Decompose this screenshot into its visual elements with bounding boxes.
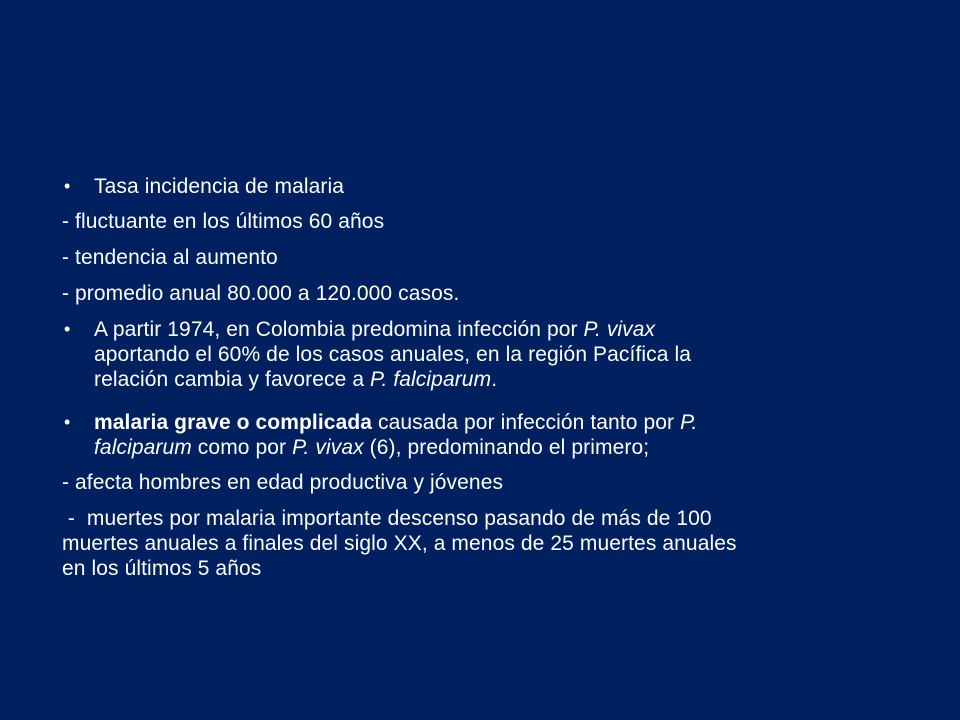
species-falciparum: P. falciparum bbox=[370, 368, 492, 391]
bullet-item-incidence: Tasa incidencia de malaria bbox=[94, 175, 345, 198]
severe-malaria-term: malaria grave o complicada bbox=[94, 411, 373, 434]
dash-item-average: - promedio anual 80.000 a 120.000 casos. bbox=[62, 282, 460, 305]
bullet-icon: • bbox=[64, 176, 71, 196]
bullet-item-colombia-line-1: A partir 1974, en Colombia predomina infección por P. vivax bbox=[94, 318, 656, 341]
dash-item-deaths-line-2: muertes anuales a finales del siglo XX, a menos de 25 muertes anuales bbox=[62, 532, 737, 555]
dash-item-fluctuating: - fluctuante en los últimos 60 años bbox=[62, 210, 385, 233]
dash-item-trend: - tendencia al aumento bbox=[62, 246, 278, 269]
dash-item-deaths bbox=[62, 506, 902, 581]
bullet-icon: • bbox=[64, 412, 71, 432]
dash-item-deaths-line-3: en los últimos 5 años bbox=[62, 557, 262, 580]
bullet-item-severe-line-1: malaria grave o complicada causada por infección tanto por P. bbox=[94, 411, 698, 434]
bullet-item-severe-malaria bbox=[94, 410, 914, 460]
bullet-item-colombia bbox=[94, 317, 914, 392]
bullet-item-colombia-line-2: aportando el 60% de los casos anuales, en la región Pacífica la bbox=[94, 343, 692, 366]
bullet-item-severe-line-2: falciparum como por P. vivax (6), predominando el primero; bbox=[94, 436, 650, 459]
dash-item-deaths-line-1: - muertes por malaria importante descenso pasando de más de 100 bbox=[62, 507, 712, 530]
bullet-item-colombia-line-3: relación cambia y favorece a P. falciparum. bbox=[94, 368, 498, 391]
bullet-icon: • bbox=[64, 319, 71, 339]
species-vivax: P. vivax bbox=[583, 318, 656, 341]
dash-item-affects: - afecta hombres en edad productiva y jóvenes bbox=[62, 471, 504, 494]
